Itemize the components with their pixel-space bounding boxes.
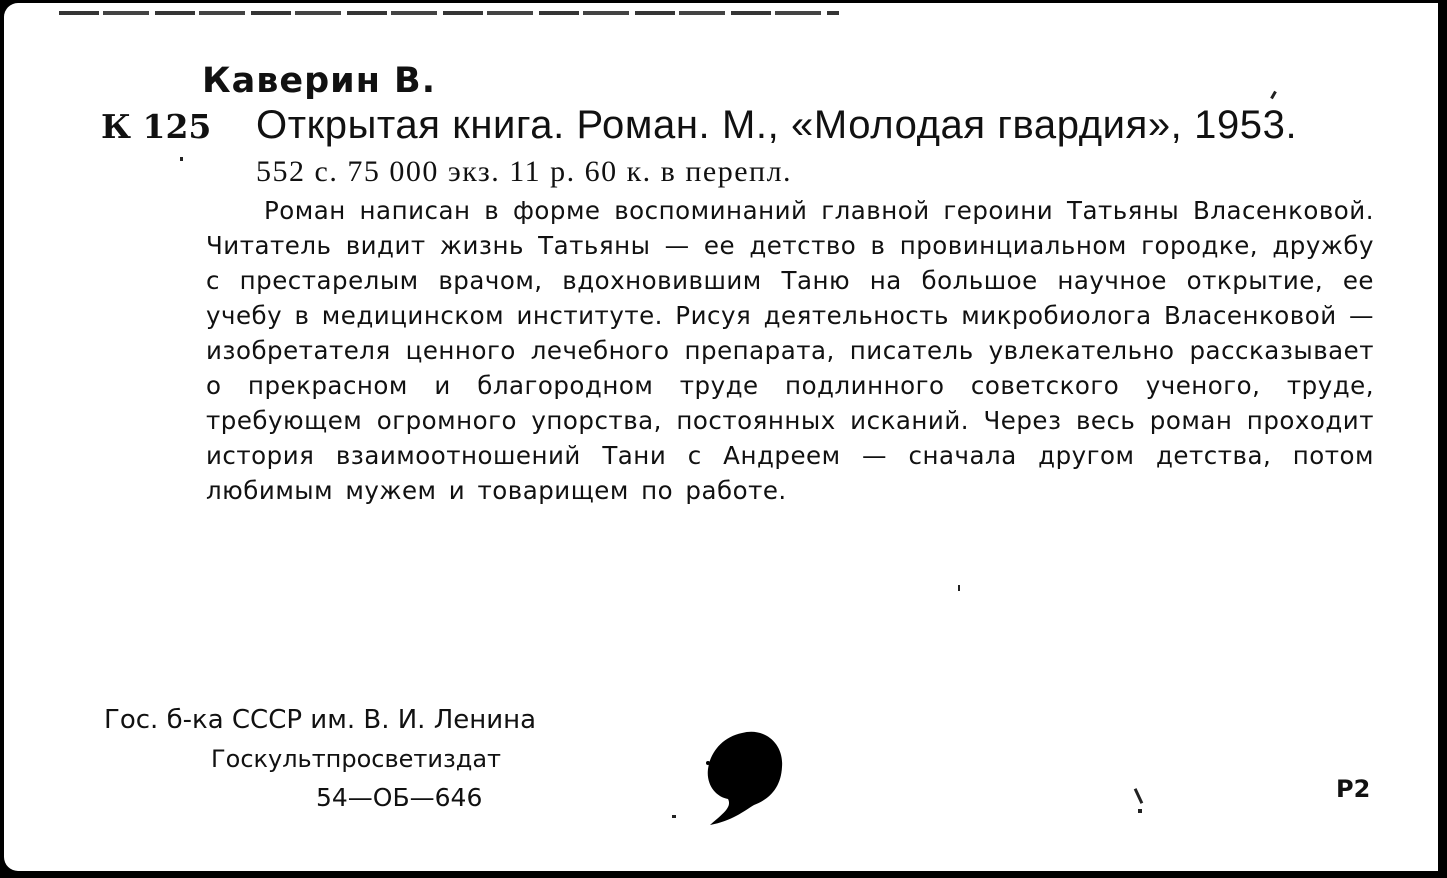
call-number: К 125 bbox=[101, 107, 212, 146]
ink-blot bbox=[702, 725, 792, 825]
card-number: 54—ОБ—646 bbox=[316, 783, 483, 812]
catalog-card bbox=[4, 3, 1438, 871]
speck bbox=[672, 815, 676, 818]
speck bbox=[958, 585, 960, 591]
speck bbox=[1270, 91, 1277, 99]
publisher-name: Госкультпросветиздат bbox=[211, 745, 502, 773]
annotation bbox=[206, 193, 1374, 508]
library-name: Гос. б-ка СССР им. В. И. Ленина bbox=[104, 705, 537, 735]
top-edge-line bbox=[59, 11, 839, 15]
imprint-line: 552 с. 75 000 экз. 11 р. 60 к. в перепл. bbox=[256, 155, 793, 188]
speck bbox=[1138, 809, 1142, 813]
title-line: Открытая книга. Роман. М., «Молодая гвардия», 1953. bbox=[256, 103, 1298, 147]
annotation-text: Роман написан в форме воспоминаний главной героини Татьяны Власенковой. Читатель видит жизнь Татьяны — ее детство в провинциальном городке, дружбу с престарелым врачом, вдохновившим Таню на большое научное открытие, ее учебу в медицинском институте. Рисуя деятельность микробиолога Власенковой — изобретателя ценного лечебного препарата, писатель увлекательно рассказывает о прекрасном и благородном труде подлинного советского ученого, труде, требующем огромного упорства, постоянных исканий. Через весь роман проходит история взаимоотношений Тани с Андреем — сначала другом детства, потом любимым мужем и товарищем по работе. bbox=[206, 196, 1374, 505]
speck bbox=[180, 157, 183, 161]
shelf-code: Р2 bbox=[1336, 775, 1371, 803]
author-name: Каверин В. bbox=[202, 61, 437, 101]
speck bbox=[1134, 788, 1143, 804]
